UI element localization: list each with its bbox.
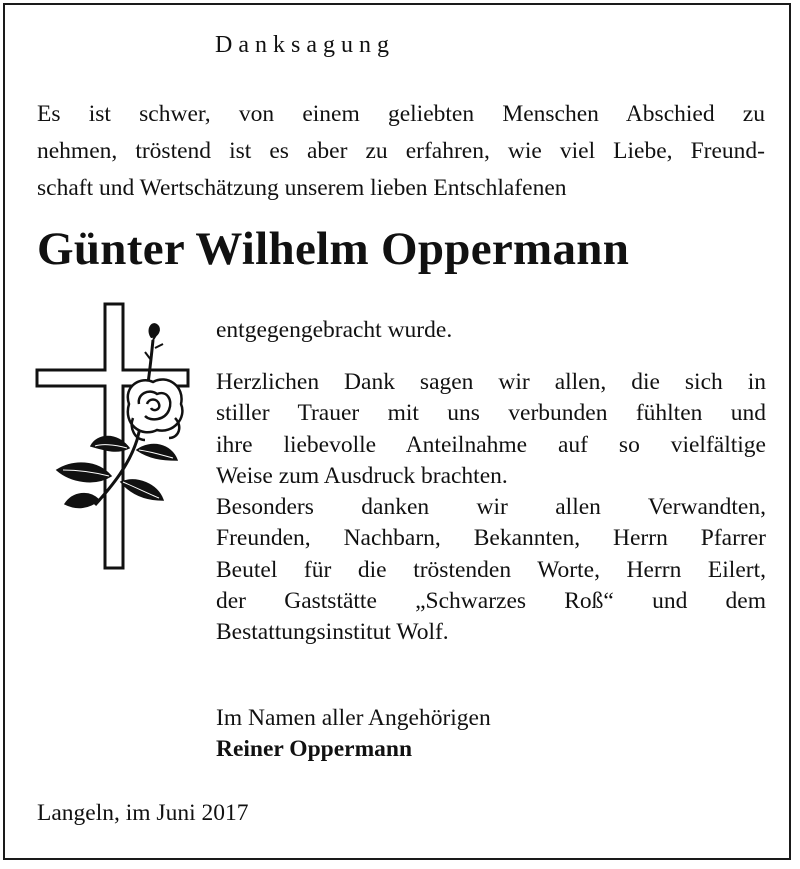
- greeting-line: Im Namen aller Angehörigen: [216, 705, 491, 731]
- deceased-name: Günter Wilhelm Oppermann: [37, 223, 630, 275]
- thanks-line: Bestattungsinstitut Wolf.: [216, 619, 449, 646]
- thanks-line: der Gaststätte „Schwarzes Roß“ und dem: [216, 588, 766, 615]
- thanks-line: Besonders danken wir allen Verwandten,: [216, 494, 766, 521]
- thanks-line: Freunden, Nachbarn, Bekannten, Herrn Pfarrer: [216, 525, 766, 552]
- intro-line: schaft und Wertschätzung unserem lieben Entschlafenen: [37, 175, 567, 201]
- thanks-paragraph: [216, 367, 766, 649]
- thanks-line: Beutel für die tröstenden Worte, Herrn Eilert,: [216, 556, 766, 583]
- intro-paragraph: [37, 96, 765, 207]
- place-date: Langeln, im Juni 2017: [37, 800, 249, 826]
- cross-with-rose-icon: [33, 300, 198, 572]
- notice-heading: Danksagung: [215, 32, 395, 58]
- signer-name: Reiner Oppermann: [216, 736, 413, 762]
- intro-line: Es ist schwer, von einem geliebten Menschen Abschied zu: [37, 101, 765, 127]
- thanks-line: Herzlichen Dank sagen wir allen, die sich in: [216, 369, 766, 395]
- intro-line: nehmen, tröstend ist es aber zu erfahren, wie viel Liebe, Freund-: [37, 138, 765, 164]
- thanks-line: stiller Trauer mit uns verbunden fühlten und: [216, 400, 766, 427]
- thanks-line: Weise zum Ausdruck brachten.: [216, 462, 508, 489]
- thanks-line: ihre liebevolle Anteilnahme auf so vielfältige: [216, 431, 766, 458]
- continuation-line: entgegengebracht wurde.: [216, 317, 453, 343]
- continuation-text: [216, 315, 766, 346]
